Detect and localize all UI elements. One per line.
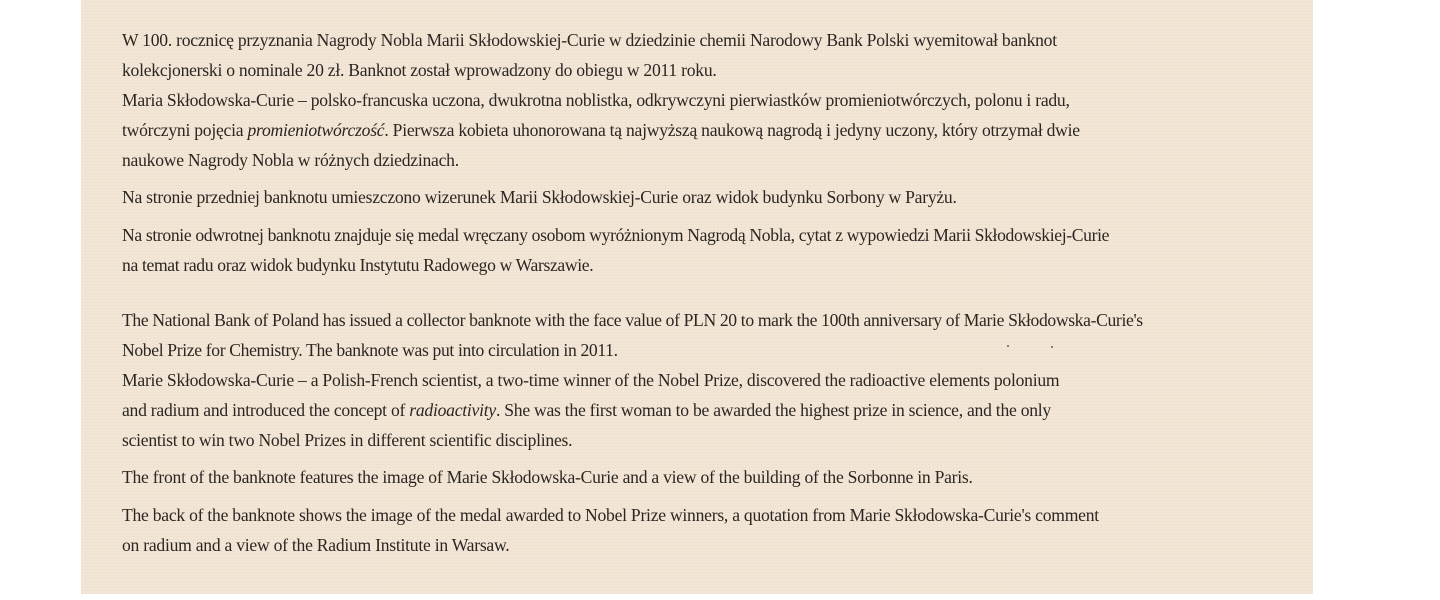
speck: [1051, 346, 1053, 348]
polish-paragraph-3: [122, 182, 1282, 212]
paper-speckles: [1007, 345, 1057, 349]
text-line: Nobel Prize for Chemistry. The banknote was put into circulation in 2011.: [122, 340, 618, 360]
text-line: Marie Skłodowska-Curie – a Polish-French scientist, a two-time winner of the Nobel Prize, discovered the radioactive elements polonium: [122, 370, 1060, 390]
document-page: [81, 0, 1313, 594]
text-run: twórczyni pojęcia: [122, 120, 248, 140]
text-line: naukowe Nagrody Nobla w różnych dziedzinach.: [122, 150, 459, 170]
text-line: [122, 395, 1282, 425]
text-line: W 100. rocznicę przyznania Nagrody Nobla Marii Skłodowskiej-Curie w dziedzinie chemii Narodowy Bank Polski wyemitował banknot: [122, 30, 1057, 50]
text-line: kolekcjonerski o nominale 20 zł. Banknot został wprowadzony do obiegu w 2011 roku.: [122, 60, 717, 80]
polish-paragraph-2: [122, 85, 1282, 175]
text-line: Na stronie odwrotnej banknotu znajduje się medal wręczany osobom wyróżnionym Nagrodą Nobla, cytat z wypowiedzi Marii Skłodowskiej-Curie: [122, 225, 1110, 245]
polish-paragraph-1: [122, 25, 1282, 85]
text-line: Maria Skłodowska-Curie – polsko-francuska uczona, dwukrotna noblistka, odkrywczyni pierwiastków promieniotwórczych, polonu i radu,: [122, 90, 1070, 110]
polish-paragraph-4: [122, 220, 1282, 280]
text-line: The National Bank of Poland has issued a collector banknote with the face value of PLN 20 to mark the 100th anniversary of Marie Skłodowska-Curie's: [122, 310, 1143, 330]
text-run: . Pierwsza kobieta uhonorowana tą najwyższą naukową nagrodą i jedyny uczony, który otrzymał dwie: [384, 120, 1080, 140]
english-paragraph-3: [122, 462, 1282, 492]
italic-term: radioactivity: [409, 400, 496, 420]
text-line: scientist to win two Nobel Prizes in different scientific disciplines.: [122, 430, 573, 450]
speck: [1007, 345, 1009, 347]
english-paragraph-4: [122, 500, 1282, 560]
text-line: Na stronie przedniej banknotu umieszczono wizerunek Marii Skłodowskiej-Curie oraz widok budynku Sorbony w Paryżu.: [122, 187, 957, 207]
italic-term: promieniotwórczość: [247, 120, 385, 140]
english-paragraph-2: [122, 365, 1282, 455]
english-paragraph-1: [122, 305, 1282, 365]
text-run: . She was the first woman to be awarded the highest prize in science, and the only: [495, 400, 1051, 420]
text-line: on radium and a view of the Radium Institute in Warsaw.: [122, 535, 510, 555]
text-line: [122, 115, 1282, 145]
text-line: The front of the banknote features the image of Marie Skłodowska-Curie and a view of the building of the Sorbonne in Paris.: [122, 467, 973, 487]
text-run: and radium and introduced the concept of: [122, 400, 410, 420]
text-line: The back of the banknote shows the image of the medal awarded to Nobel Prize winners, a quotation from Marie Skłodowska-Curie's comment: [122, 505, 1099, 525]
text-line: na temat radu oraz widok budynku Instytutu Radowego w Warszawie.: [122, 255, 594, 275]
